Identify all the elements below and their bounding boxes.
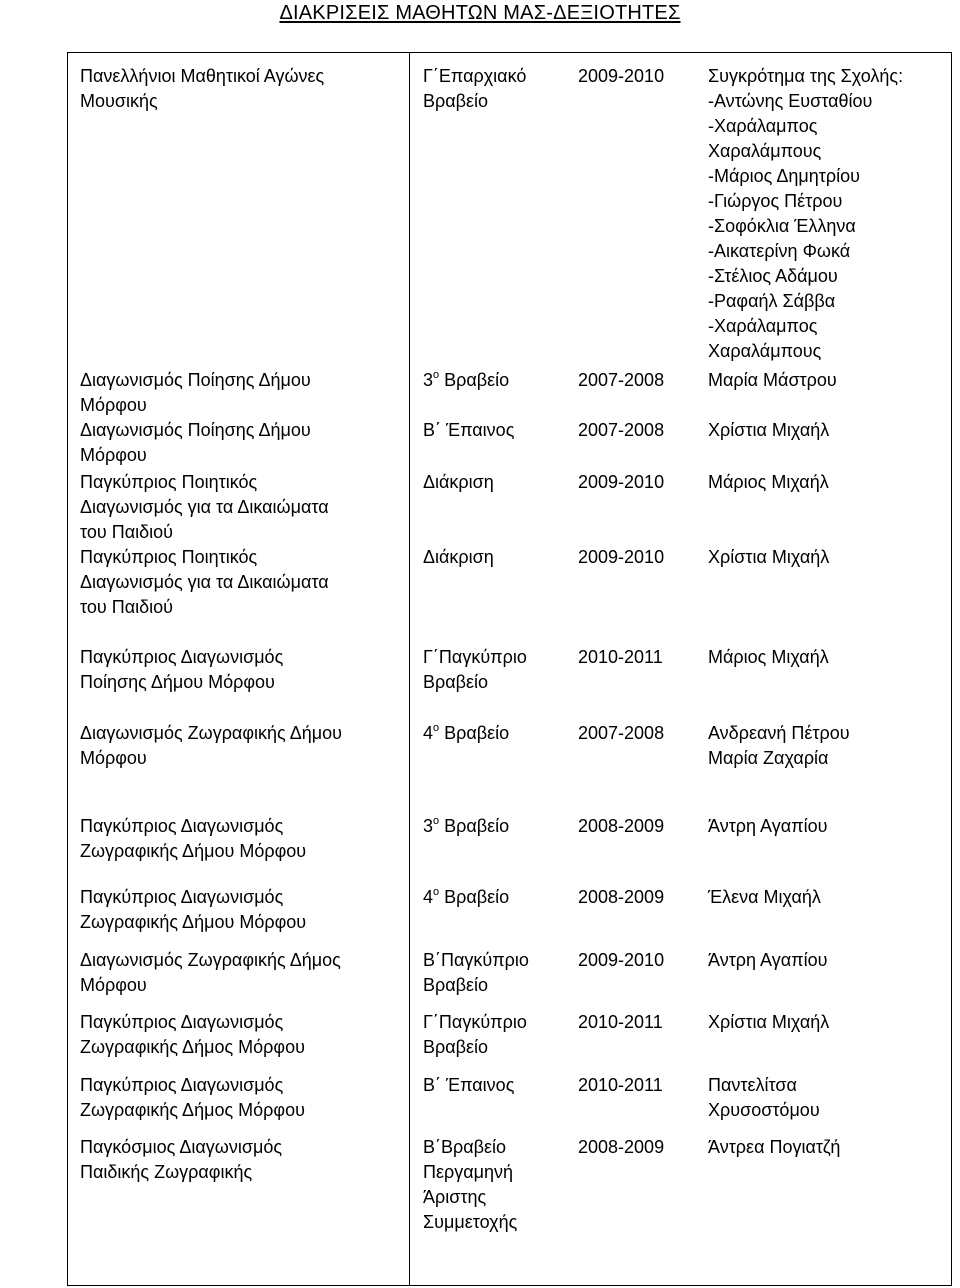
award-line: Βραβείο <box>423 975 489 995</box>
award-rank: 4 <box>423 723 434 743</box>
student-name: Παντελίτσα <box>708 1075 797 1095</box>
competition-line: του Παιδιού <box>80 597 173 617</box>
student-name: -Χαράλαμπος <box>708 116 818 136</box>
award-line: Διάκριση <box>423 547 494 567</box>
award-line: Περγαμηνή <box>423 1162 514 1182</box>
award-rank-suffix: ο <box>433 722 440 734</box>
student-name: -Ραφαήλ Σάββα <box>708 291 836 311</box>
year-cell <box>578 948 664 973</box>
award-cell <box>423 948 529 998</box>
award-cell <box>423 418 514 443</box>
year-cell <box>578 368 664 393</box>
award-line: Β΄Βραβείο <box>423 1137 507 1157</box>
students-cell <box>708 885 821 910</box>
competition-cell <box>80 1010 305 1060</box>
award-line: Γ΄Παγκύπριο <box>423 1012 527 1032</box>
competition-line: Παγκύπριος Διαγωνισμός <box>80 816 284 836</box>
competition-line: Μόρφου <box>80 975 147 995</box>
competition-line: Πανελλήνιοι Μαθητικοί Αγώνες <box>80 66 325 86</box>
competition-line: Παιδικής Ζωγραφικής <box>80 1162 253 1182</box>
student-name: Ανδρεανή Πέτρου <box>708 723 850 743</box>
competition-cell <box>80 948 341 998</box>
year-cell <box>578 418 664 443</box>
year-value: 2009-2010 <box>578 950 665 970</box>
competition-line: Παγκύπριος Διαγωνισμός <box>80 1075 284 1095</box>
year-cell <box>578 1135 664 1160</box>
students-cell <box>708 470 829 495</box>
students-cell <box>708 545 829 570</box>
competition-cell <box>80 368 311 418</box>
award-line: Συμμετοχής <box>423 1212 518 1232</box>
students-cell <box>708 721 850 771</box>
competition-line: Ζωγραφικής Δήμου Μόρφου <box>80 912 307 932</box>
student-name: Χρίστια Μιχαήλ <box>708 547 830 567</box>
award-cell <box>423 1010 527 1060</box>
competition-line: του Παιδιού <box>80 522 173 542</box>
students-cell <box>708 1010 829 1035</box>
students-cell <box>708 1135 840 1160</box>
year-cell <box>578 645 663 670</box>
competition-line: Διαγωνισμός για τα Δικαιώματα <box>80 497 329 517</box>
award-cell <box>423 368 509 393</box>
student-name: -Αικατερίνη Φωκά <box>708 241 851 261</box>
award-line <box>423 368 509 393</box>
competition-cell <box>80 721 342 771</box>
student-name: Άντρη Αγαπίου <box>708 816 828 836</box>
year-value: 2007-2008 <box>578 723 665 743</box>
award-cell <box>423 64 526 114</box>
year-cell <box>578 64 664 89</box>
award-rank-suffix: ο <box>433 815 440 827</box>
year-value: 2007-2008 <box>578 420 665 440</box>
competition-line: Διαγωνισμός Ποίησης Δήμου <box>80 420 311 440</box>
competition-cell <box>80 885 306 935</box>
student-name: Συγκρότημα της Σχολής: <box>708 66 904 86</box>
competition-line: Παγκύπριος Ποιητικός <box>80 472 258 492</box>
year-value: 2010-2011 <box>578 1075 663 1095</box>
award-line: Βραβείο <box>423 91 489 111</box>
competition-line: Παγκύπριος Διαγωνισμός <box>80 647 284 667</box>
award-line <box>423 721 509 746</box>
competition-line: Μόρφου <box>80 395 147 415</box>
award-cell <box>423 814 509 839</box>
competition-line: Ζωγραφικής Δήμου Μόρφου <box>80 841 307 861</box>
student-name: -Σοφόκλια Έλληνα <box>708 216 856 236</box>
competition-cell <box>80 814 306 864</box>
student-name: -Στέλιος Αδάμου <box>708 266 838 286</box>
student-name: -Χαράλαμπος <box>708 316 818 336</box>
competition-line: Παγκύπριος Διαγωνισμός <box>80 1012 284 1032</box>
award-word: Βραβείο <box>439 816 510 836</box>
student-name: Χρίστια Μιχαήλ <box>708 1012 830 1032</box>
award-cell <box>423 721 509 746</box>
award-rank: 3 <box>423 816 434 836</box>
award-rank: 3 <box>423 370 434 390</box>
award-cell <box>423 470 494 495</box>
competition-line: Ποίησης Δήμου Μόρφου <box>80 672 275 692</box>
award-line <box>423 814 509 839</box>
year-cell <box>578 1073 663 1098</box>
competition-line: Παγκύπριος Ποιητικός <box>80 547 258 567</box>
award-rank-suffix: ο <box>433 369 440 381</box>
students-cell <box>708 368 837 393</box>
competition-cell <box>80 645 283 695</box>
student-name: Μάριος Μιχαήλ <box>708 647 829 667</box>
student-name: -Μάριος Δημητρίου <box>708 166 860 186</box>
year-cell <box>578 1010 663 1035</box>
year-value: 2008-2009 <box>578 1137 665 1157</box>
page-title: ΔΙΑΚΡΙΣΕΙΣ ΜΑΘΗΤΩΝ ΜΑΣ-ΔΕΞΙΟΤΗΤΕΣ <box>279 2 681 24</box>
student-name: Μάριος Μιχαήλ <box>708 472 829 492</box>
year-value: 2007-2008 <box>578 370 665 390</box>
competition-line: Διαγωνισμός Ποίησης Δήμου <box>80 370 311 390</box>
year-value: 2009-2010 <box>578 66 665 86</box>
student-name: Χαραλάμπους <box>708 141 822 161</box>
column-divider <box>409 52 410 1286</box>
students-cell <box>708 814 827 839</box>
competition-cell <box>80 64 324 114</box>
award-rank: 4 <box>423 887 434 907</box>
year-cell <box>578 545 664 570</box>
competition-cell <box>80 1073 305 1123</box>
competition-line: Μουσικής <box>80 91 158 111</box>
year-value: 2010-2011 <box>578 1012 663 1032</box>
competition-line: Μόρφου <box>80 445 147 465</box>
competition-line: Διαγωνισμός για τα Δικαιώματα <box>80 572 329 592</box>
year-value: 2009-2010 <box>578 547 665 567</box>
student-name: Χρίστια Μιχαήλ <box>708 420 830 440</box>
year-cell <box>578 470 664 495</box>
competition-line: Ζωγραφικής Δήμος Μόρφου <box>80 1037 305 1057</box>
student-name: Άντρη Αγαπίου <box>708 950 828 970</box>
student-name: -Γιώργος Πέτρου <box>708 191 843 211</box>
award-line: Άριστης <box>423 1187 487 1207</box>
student-name: Μαρία Ζαχαρία <box>708 748 829 768</box>
award-rank-suffix: ο <box>433 886 440 898</box>
student-name: Χρυσοστόμου <box>708 1100 820 1120</box>
award-line: Β΄ Έπαινος <box>423 420 515 440</box>
award-line <box>423 885 509 910</box>
award-cell <box>423 885 509 910</box>
award-line: Διάκριση <box>423 472 494 492</box>
award-word: Βραβείο <box>439 723 510 743</box>
award-cell <box>423 545 494 570</box>
award-cell <box>423 645 527 695</box>
award-line: Βραβείο <box>423 672 489 692</box>
competition-cell <box>80 545 329 620</box>
competition-line: Μόρφου <box>80 748 147 768</box>
students-cell <box>708 418 829 443</box>
students-cell <box>708 948 827 973</box>
award-line: Βραβείο <box>423 1037 489 1057</box>
competition-line: Διαγωνισμός Ζωγραφικής Δήμου <box>80 723 342 743</box>
award-word: Βραβείο <box>439 370 510 390</box>
year-value: 2008-2009 <box>578 816 665 836</box>
award-line: Β΄ Έπαινος <box>423 1075 515 1095</box>
competition-line: Ζωγραφικής Δήμος Μόρφου <box>80 1100 305 1120</box>
competition-line: Παγκόσμιος Διαγωνισμός <box>80 1137 283 1157</box>
award-word: Βραβείο <box>439 887 510 907</box>
award-line: Β΄Παγκύπριο <box>423 950 529 970</box>
student-name: Μαρία Μάστρου <box>708 370 837 390</box>
award-line: Γ΄Επαρχιακό <box>423 66 527 86</box>
year-value: 2008-2009 <box>578 887 665 907</box>
year-cell <box>578 814 664 839</box>
competition-line: Διαγωνισμός Ζωγραφικής Δήμος <box>80 950 341 970</box>
student-name: Έλενα Μιχαήλ <box>708 887 821 907</box>
competition-cell <box>80 470 329 545</box>
award-cell <box>423 1073 514 1098</box>
year-value: 2009-2010 <box>578 472 665 492</box>
award-cell <box>423 1135 517 1235</box>
award-line: Γ΄Παγκύπριο <box>423 647 527 667</box>
student-name: Άντρεα Πογιατζή <box>708 1137 841 1157</box>
year-value: 2010-2011 <box>578 647 663 667</box>
year-cell <box>578 885 664 910</box>
students-cell <box>708 645 829 670</box>
competition-cell <box>80 1135 282 1185</box>
student-name: Χαραλάμπους <box>708 341 822 361</box>
competition-line: Παγκύπριος Διαγωνισμός <box>80 887 284 907</box>
students-cell <box>708 1073 820 1123</box>
students-cell <box>708 64 903 364</box>
student-name: -Αντώνης Ευσταθίου <box>708 91 873 111</box>
competition-cell <box>80 418 311 468</box>
year-cell <box>578 721 664 746</box>
